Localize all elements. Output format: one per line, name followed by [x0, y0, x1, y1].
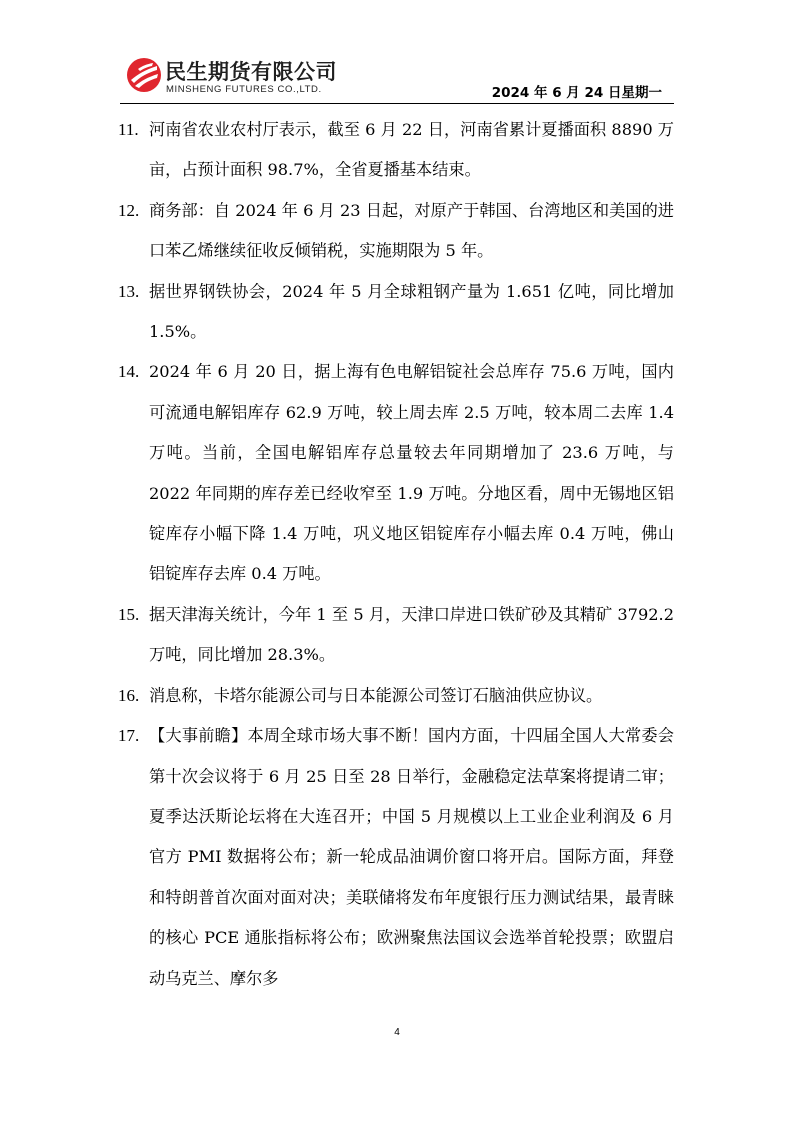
company-name-en: MINSHENG FUTURES CO.,LTD.	[166, 84, 322, 95]
item-text: 【大事前瞻】本周全球市场大事不断！国内方面，十四届全国人大常委会第十次会议将于 6 月 25 日至 28 日举行，金融稳定法草案将提请二审；夏季达沃斯论坛将在大连召开；中国 5 月规模以上工业企业利润及 6 月官方 PMI 数据将公布；新一轮成品油调价窗口将开启。国际方面，拜登和特朗普首次面对面对决；美联储将发布年度银行压力测试结果，最青睐的核心 PCE 通胀指标将公布；欧洲聚焦法国议会选举首轮投票；欧盟启动乌克兰、摩尔多	[149, 726, 674, 988]
item-text: 据世界钢铁协会，2024 年 5 月全球粗钢产量为 1.651 亿吨，同比增加 1.5%。	[149, 281, 674, 342]
item-number: 14.	[118, 362, 140, 382]
news-item	[118, 191, 674, 272]
item-text: 河南省农业农村厅表示，截至 6 月 22 日，河南省累计夏播面积 8890 万亩，占预计面积 98.7%，全省夏播基本结束。	[149, 120, 674, 180]
company-logo	[126, 56, 366, 102]
item-number: 15.	[118, 604, 140, 624]
item-text: 2024 年 6 月 20 日，据上海有色电解铝锭社会总库存 75.6 万吨，国内可流通电解铝库存 62.9 万吨，较上周去库 2.5 万吨，较本周二去库 1.4 万吨。当前，全国电解铝库存总量较去年同期增加了 23.6 万吨，与 2022 年同期的库存差已经收窄至 1.9 万吨。分地区看，周中无锡地区铝锭库存小幅下降 1.4 万吨，巩义地区铝锭库存小幅去库 0.4 万吨，佛山铝锭库存去库 0.4 万吨。	[149, 362, 674, 584]
page-header	[0, 0, 794, 106]
item-number: 13.	[118, 281, 140, 301]
item-number: 12.	[118, 200, 140, 220]
item-text: 消息称，卡塔尔能源公司与日本能源公司签订石脑油供应协议。	[149, 685, 603, 705]
news-item	[118, 595, 674, 676]
news-item	[118, 716, 674, 999]
item-number: 17.	[118, 726, 140, 746]
item-number: 16.	[118, 685, 140, 705]
page-number: 4	[394, 1027, 400, 1038]
header-divider	[120, 103, 674, 104]
company-name-cn: 民生期货有限公司	[165, 60, 337, 84]
item-text: 据天津海关统计，今年 1 至 5 月，天津口岸进口铁矿砂及其精矿 3792.2 万吨，同比增加 28.3%。	[149, 604, 674, 665]
news-item	[118, 352, 674, 594]
report-date: 2024 年 6 月 24 日星期一	[491, 85, 662, 101]
minsheng-logo-icon	[126, 57, 162, 93]
item-text: 商务部：自 2024 年 6 月 23 日起，对原产于韩国、台湾地区和美国的进口苯乙烯继续征收反倾销税，实施期限为 5 年。	[149, 200, 674, 261]
news-item	[118, 676, 674, 716]
item-number: 11.	[118, 120, 139, 139]
news-item	[118, 110, 674, 191]
news-list	[118, 110, 674, 999]
news-item	[118, 272, 674, 353]
